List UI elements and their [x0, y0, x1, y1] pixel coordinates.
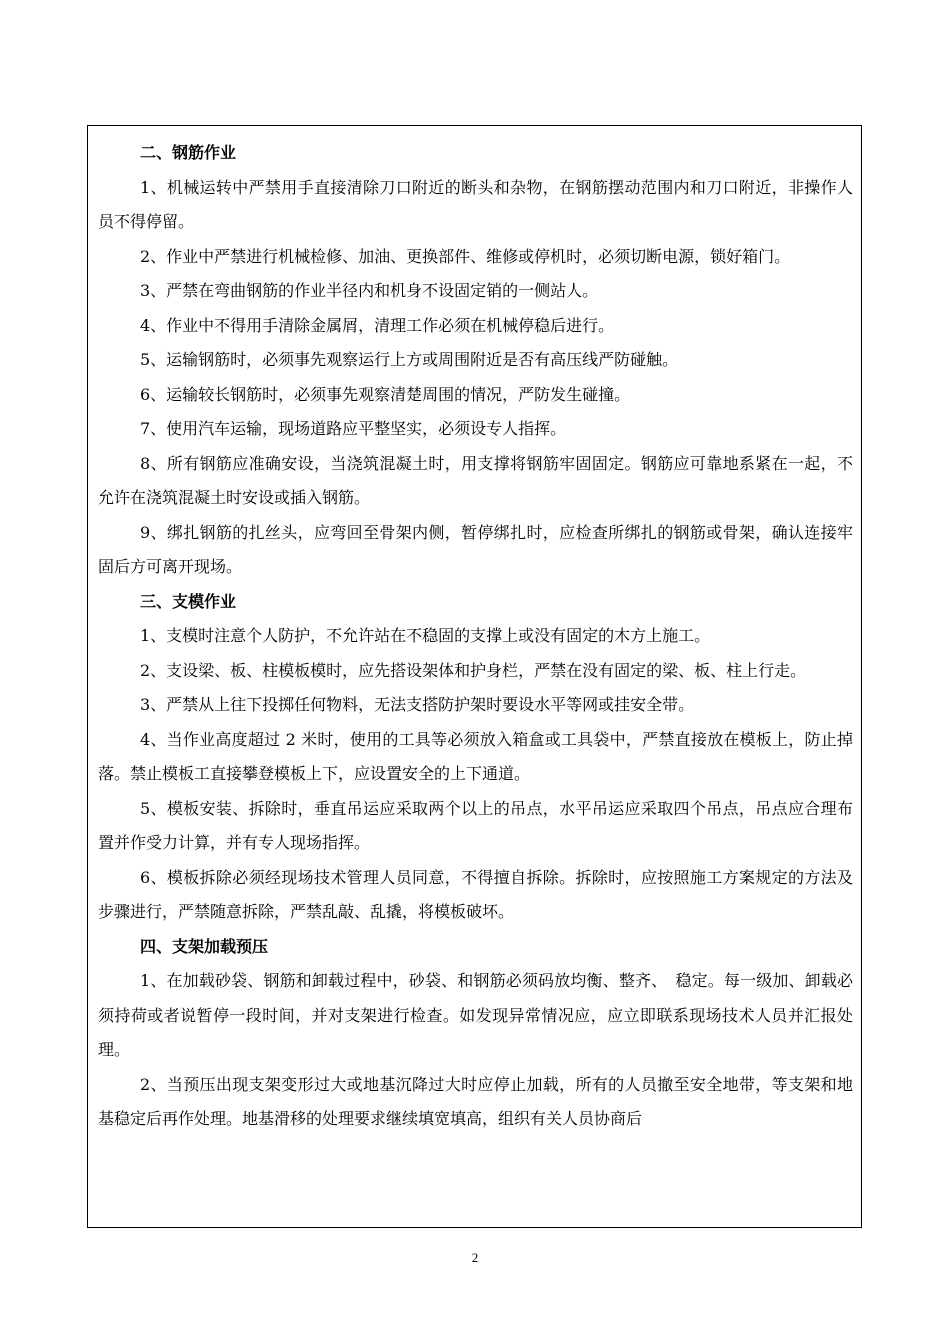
paragraph: 2、当预压出现支架变形过大或地基沉降过大时应停止加载，所有的人员撤至安全地带，等支架和地基稳定后再作处理。地基滑移的处理要求继续填宽填高，组织有关人员协商后 — [98, 1074, 853, 1128]
page-number: 2 — [471, 1250, 479, 1265]
paragraph: 2、支设梁、板、柱模板模时，应先搭设架体和护身栏，严禁在没有固定的梁、板、柱上行走。 — [140, 660, 807, 680]
section-heading: 三、支模作业 — [140, 591, 237, 611]
section-heading: 二、钢筋作业 — [140, 143, 237, 162]
document-frame — [87, 125, 862, 1228]
section-heading: 四、支架加载预压 — [140, 936, 269, 956]
paragraph: 4、当作业高度超过 2 米时，使用的工具等必须放入箱盒或工具袋中，严禁直接放在模板上，防止掉落。禁止模板工直接攀登模板上下，应设置安全的上下通道。 — [98, 729, 853, 783]
paragraph: 2、作业中严禁进行机械检修、加油、更换部件、维修或停机时，必须切断电源，锁好箱门。 — [140, 246, 791, 266]
paragraph: 9、绑扎钢筋的扎丝头，应弯回至骨架内侧，暂停绑扎时，应检查所绑扎的钢筋或骨架，确认连接牢固后方可离开现场。 — [98, 522, 853, 576]
paragraph: 3、严禁在弯曲钢筋的作业半径内和机身不设固定销的一侧站人。 — [140, 281, 599, 300]
paragraph: 1、支模时注意个人防护，不允许站在不稳固的支撑上或没有固定的木方上施工。 — [140, 626, 711, 645]
paragraph: 6、运输较长钢筋时，必须事先观察清楚周围的情况，严防发生碰撞。 — [140, 384, 631, 404]
paragraph: 5、运输钢筋时，必须事先观察运行上方或周围附近是否有高压线严防碰触。 — [140, 350, 679, 369]
paragraph: 3、严禁从上往下投掷任何物料，无法支搭防护架时要设水平等网或挂安全带。 — [140, 695, 695, 714]
paragraph: 8、所有钢筋应准确安设，当浇筑混凝土时，用支撑将钢筋牢固固定。钢筋应可靠地系紧在一起，不允许在浇筑混凝土时安设或插入钢筋。 — [98, 453, 853, 507]
paragraph: 1、在加载砂袋、钢筋和卸载过程中，砂袋、和钢筋必须码放均衡、整齐、 稳定。每一级加、卸载必须持荷或者说暂停一段时间，并对支架进行检查。如发现异常情况应，应立即联系现场技术人员并汇报处理。 — [98, 971, 853, 1059]
paragraph: 5、模板安装、拆除时，垂直吊运应采取两个以上的吊点，水平吊运应采取四个吊点，吊点应合理布置并作受力计算，并有专人现场指挥。 — [98, 798, 853, 852]
paragraph: 1、机械运转中严禁用手直接清除刀口附近的断头和杂物，在钢筋摆动范围内和刀口附近，非操作人员不得停留。 — [98, 177, 853, 231]
paragraph: 7、使用汽车运输，现场道路应平整坚实，必须设专人指挥。 — [140, 419, 567, 438]
paragraph: 6、模板拆除必须经现场技术管理人员同意，不得擅自拆除。拆除时，应按照施工方案规定的方法及步骤进行，严禁随意拆除，严禁乱敲、乱撬，将模板破坏。 — [98, 867, 853, 921]
paragraph: 4、作业中不得用手清除金属屑，清理工作必须在机械停稳后进行。 — [140, 315, 615, 335]
